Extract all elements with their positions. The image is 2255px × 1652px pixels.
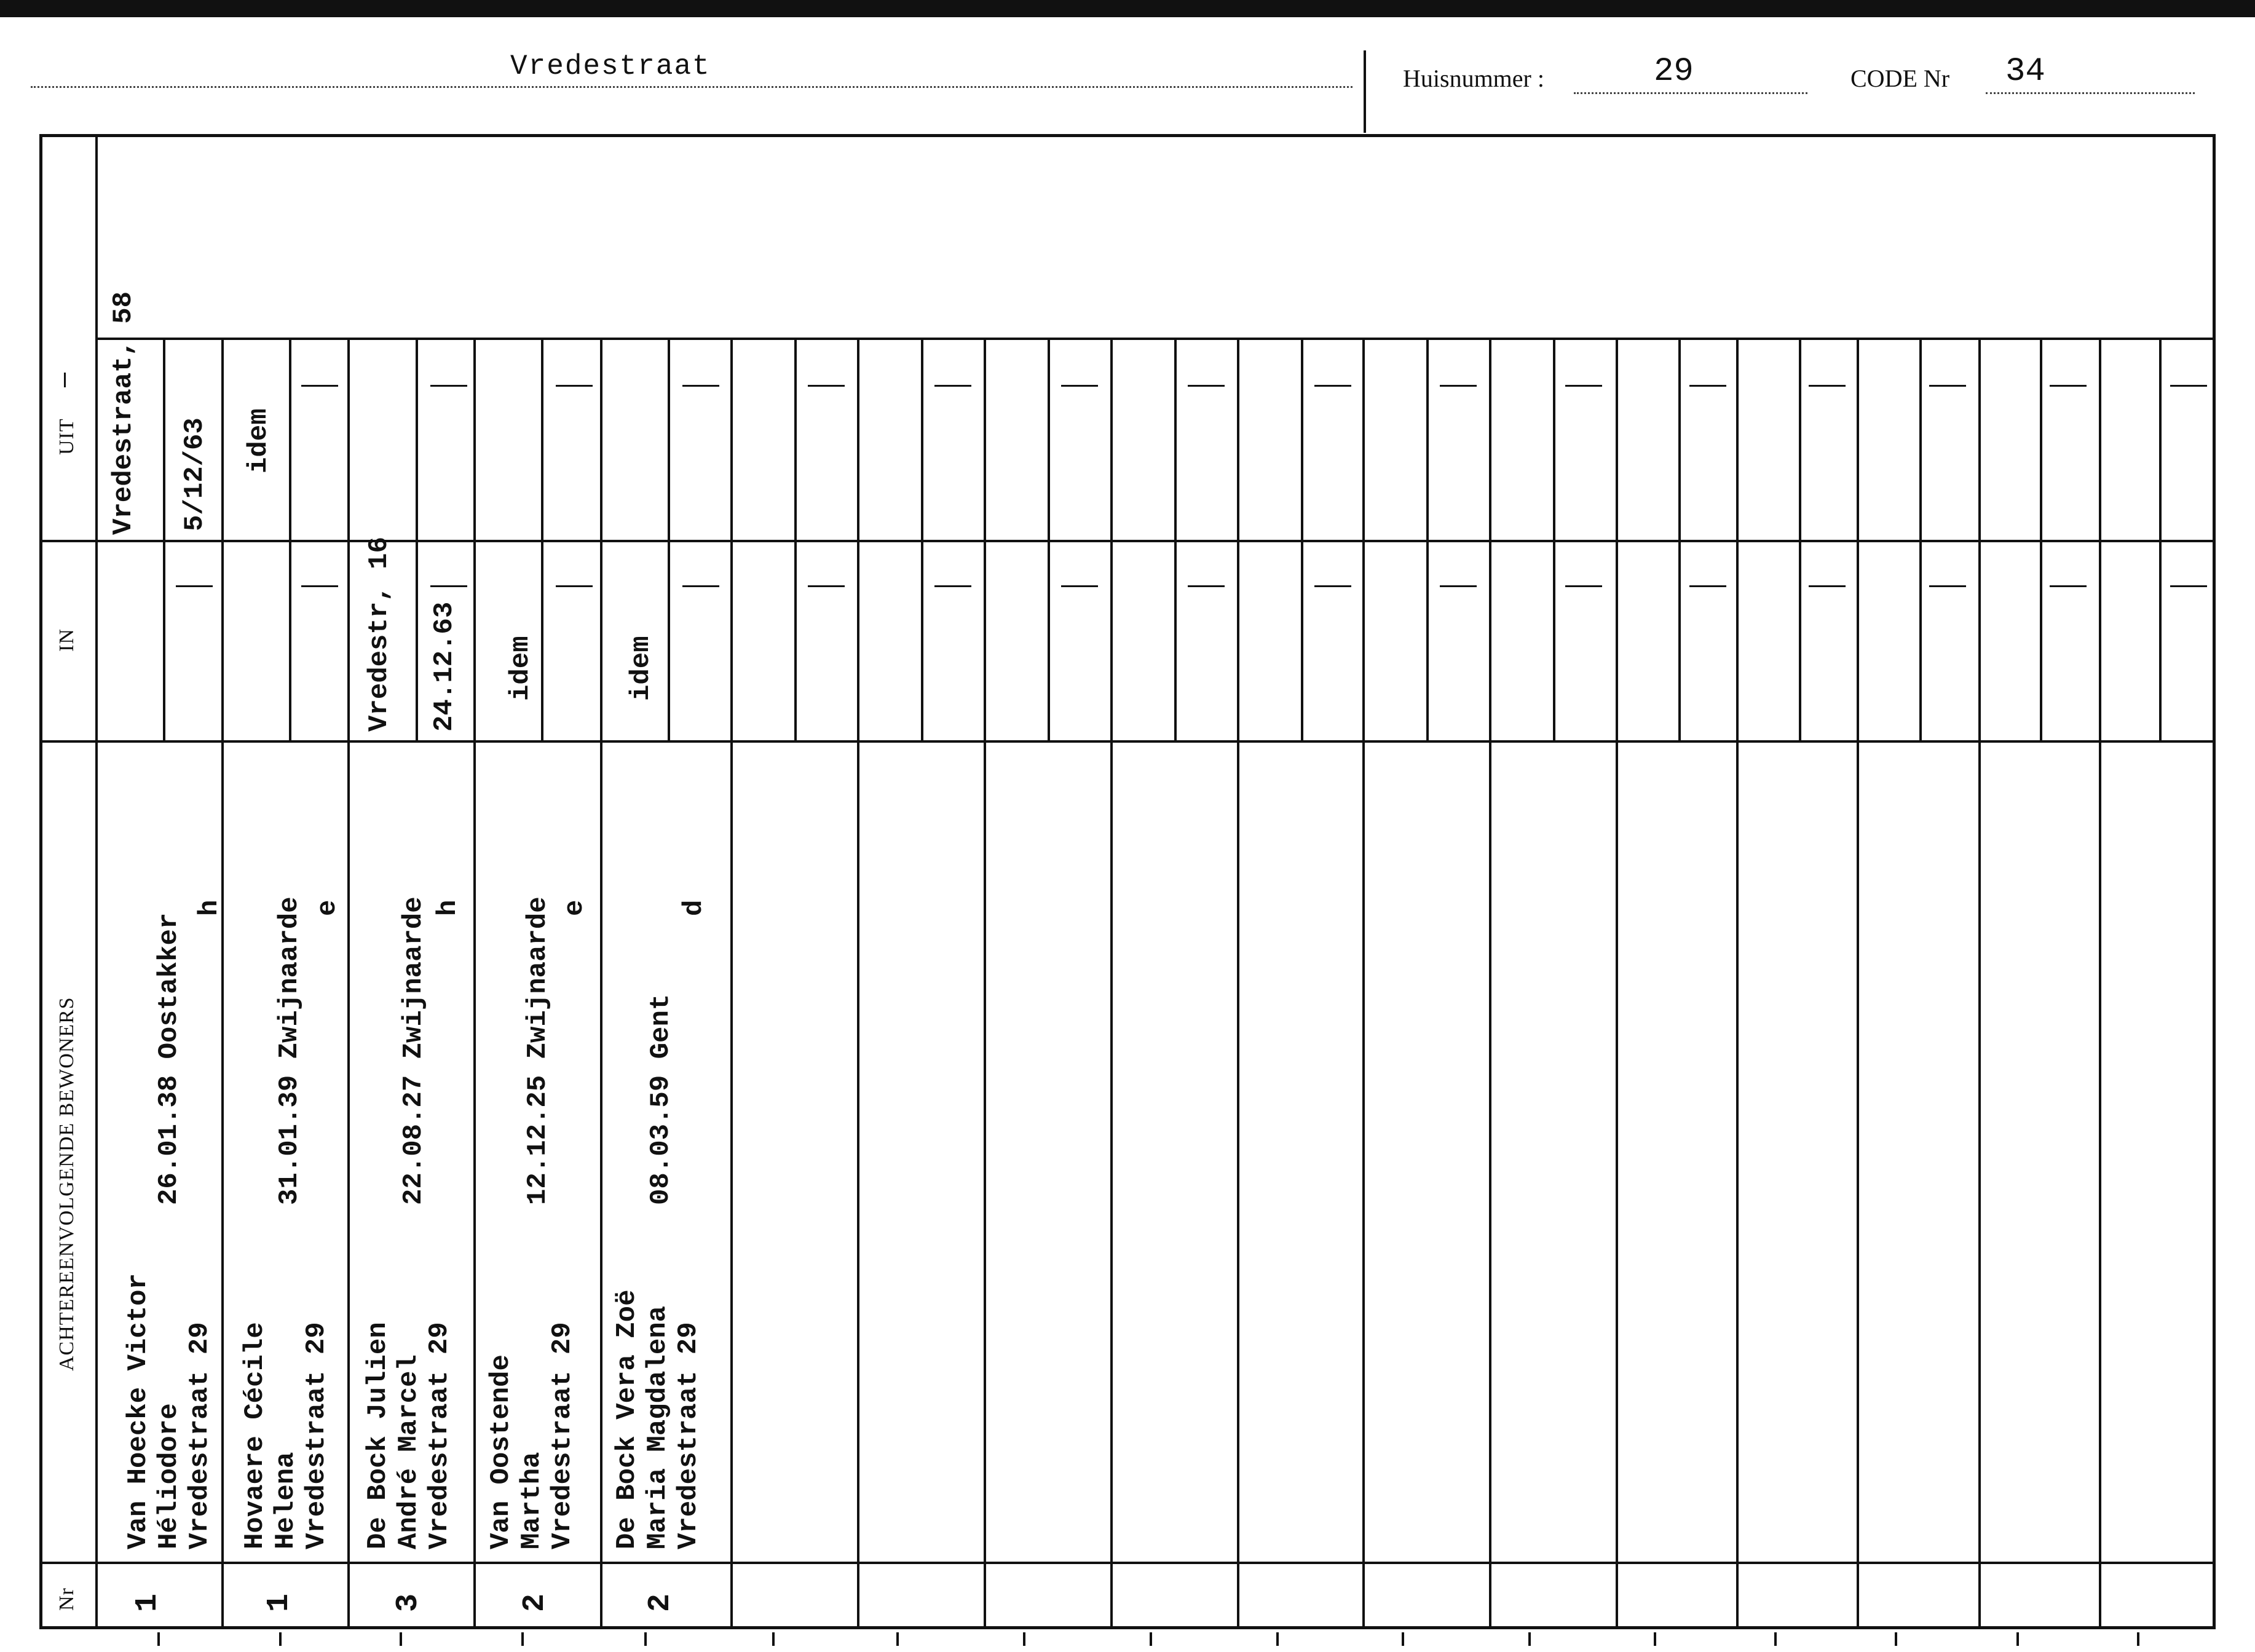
bottom-tick — [772, 1632, 775, 1646]
resident-name: Héliodore — [154, 1403, 184, 1549]
col-divider-8 — [1110, 338, 1113, 1629]
col-divider-6 — [857, 338, 859, 1629]
sub-divider-7 — [921, 338, 923, 740]
empty-cell-dash — [808, 585, 845, 587]
empty-cell-dash — [2050, 585, 2087, 587]
huisnummer-dotline — [1574, 92, 1807, 94]
bottom-tick — [1895, 1632, 1897, 1646]
col-divider-9 — [1237, 338, 1239, 1629]
huisnummer-label: Huisnummer : — [1403, 65, 1544, 92]
empty-cell-dash — [301, 385, 338, 387]
sub-divider-4 — [541, 338, 543, 740]
label-column-divider — [95, 134, 98, 1629]
empty-cell-dash — [1689, 585, 1726, 587]
uit-date: 5/12/63 — [180, 417, 210, 531]
col-divider-4 — [600, 338, 602, 1629]
col-divider-13 — [1736, 338, 1739, 1629]
uit-place: Vredestraat, 58 — [108, 291, 139, 535]
resident-address: Vredestraat 29 — [547, 1322, 578, 1549]
empty-cell-dash — [682, 585, 719, 587]
resident-name: Martha — [516, 1452, 547, 1549]
empty-cell-dash — [301, 585, 338, 587]
sub-divider-5 — [668, 338, 670, 740]
empty-cell-dash — [556, 585, 593, 587]
resident-name: Hovaere Cécile — [240, 1322, 271, 1549]
code-label: CODE Nr — [1850, 65, 1950, 92]
sub-divider-12 — [1553, 338, 1555, 740]
birth-info: 26.01.38 Oostakker — [154, 912, 184, 1205]
resident-name: André Marcel — [393, 1354, 424, 1549]
resident-nr: 2 — [643, 1593, 678, 1612]
resident-name: De Bock Vera Zoë — [612, 1289, 642, 1549]
resident-address: Vredestraat 29 — [184, 1322, 215, 1549]
empty-cell-dash — [176, 585, 213, 587]
bottom-tick — [279, 1632, 282, 1646]
sub-divider-6 — [794, 338, 797, 740]
sub-divider-1 — [163, 338, 165, 740]
bottom-tick — [1150, 1632, 1152, 1646]
col-divider-5 — [730, 338, 733, 1629]
empty-cell-dash — [1314, 585, 1351, 587]
street-dotline — [31, 86, 1353, 88]
empty-cell-dash — [1188, 385, 1225, 387]
resident-nr: 1 — [262, 1593, 297, 1612]
resident-nr: 3 — [391, 1593, 426, 1612]
col-divider-14 — [1857, 338, 1859, 1629]
resident-marker: h — [194, 899, 225, 916]
band-line-in-bewoners — [39, 740, 2216, 743]
birth-info: 12.12.25 Zwijnaarde — [523, 896, 553, 1205]
uit-place: idem — [243, 408, 274, 473]
col-divider-10 — [1362, 338, 1365, 1629]
empty-cell-dash — [808, 385, 845, 387]
resident-nr: 1 — [130, 1593, 165, 1612]
empty-cell-dash — [934, 585, 971, 587]
col-divider-2 — [347, 338, 350, 1629]
sub-divider-13 — [1678, 338, 1681, 740]
bottom-tick — [2137, 1632, 2139, 1646]
resident-name: Helena — [271, 1452, 301, 1549]
resident-marker: e — [312, 899, 343, 916]
empty-cell-dash — [2170, 585, 2207, 587]
in-place: idem — [505, 636, 536, 701]
col-divider-7 — [984, 338, 986, 1629]
empty-cell-dash — [2050, 385, 2087, 387]
resident-name: Maria Magdalena — [642, 1305, 673, 1549]
birth-info: 22.08.27 Zwijnaarde — [398, 896, 429, 1205]
header-divider — [1364, 50, 1366, 133]
empty-cell-dash — [1809, 585, 1846, 587]
sub-divider-2 — [289, 338, 291, 740]
resident-marker: e — [559, 899, 590, 916]
resident-marker: d — [679, 899, 709, 916]
col-divider-16 — [2099, 338, 2101, 1629]
sub-divider-10 — [1301, 338, 1303, 740]
resident-nr: 2 — [518, 1593, 553, 1612]
top-border — [0, 0, 2255, 17]
label-uit-dash — [64, 373, 66, 387]
bottom-tick — [1528, 1632, 1531, 1646]
empty-cell-dash — [1061, 385, 1098, 387]
col-divider-12 — [1616, 338, 1618, 1629]
label-in: IN — [55, 628, 78, 652]
resident-marker: h — [433, 899, 464, 916]
bottom-tick — [644, 1632, 647, 1646]
col-divider-11 — [1489, 338, 1491, 1629]
sub-divider-9 — [1174, 338, 1177, 740]
empty-cell-dash — [1565, 585, 1602, 587]
label-bewoners: ACHTEREENVOLGENDE BEWONERS — [55, 997, 78, 1371]
huisnummer-value: 29 — [1654, 53, 1694, 90]
sub-divider-17 — [2159, 338, 2162, 740]
empty-cell-dash — [1689, 385, 1726, 387]
resident-address: Vredestraat 29 — [301, 1322, 332, 1549]
bottom-tick — [400, 1632, 402, 1646]
empty-cell-dash — [1061, 585, 1098, 587]
bottom-tick — [896, 1632, 899, 1646]
label-uit: UIT — [55, 418, 78, 455]
col-divider-3 — [473, 338, 476, 1629]
resident-name: Van Oostende — [486, 1354, 516, 1549]
bottom-tick — [1774, 1632, 1777, 1646]
empty-cell-dash — [1188, 585, 1225, 587]
code-dotline — [1986, 92, 2195, 94]
empty-cell-dash — [556, 385, 593, 387]
street-name: Vredestraat — [510, 50, 711, 82]
sub-divider-14 — [1799, 338, 1801, 740]
in-place: Vredestr, 16 — [364, 537, 395, 732]
empty-cell-dash — [1929, 385, 1966, 387]
bottom-tick — [2016, 1632, 2019, 1646]
in-date: 24.12.63 — [429, 601, 460, 732]
sub-divider-3 — [416, 338, 418, 740]
col-divider-1 — [221, 338, 224, 1629]
sub-divider-8 — [1048, 338, 1050, 740]
birth-info: 31.01.39 Zwijnaarde — [274, 896, 305, 1205]
bottom-tick — [1276, 1632, 1279, 1646]
in-place: idem — [626, 636, 657, 701]
band-line-bewoners-nr — [39, 1562, 2216, 1564]
empty-cell-dash — [1440, 385, 1477, 387]
empty-cell-dash — [1440, 585, 1477, 587]
empty-cell-dash — [1565, 385, 1602, 387]
resident-name: Van Hoecke Victor — [123, 1273, 154, 1549]
col-divider-15 — [1978, 338, 1981, 1629]
empty-cell-dash — [1929, 585, 1966, 587]
bottom-tick — [1654, 1632, 1656, 1646]
sub-divider-15 — [1919, 338, 1922, 740]
empty-cell-dash — [2170, 385, 2207, 387]
bottom-tick — [521, 1632, 524, 1646]
code-value: 34 — [2005, 53, 2045, 90]
bottom-tick — [1023, 1632, 1025, 1646]
sub-divider-11 — [1426, 338, 1429, 740]
empty-cell-dash — [430, 585, 467, 587]
resident-name: De Bock Julien — [363, 1322, 393, 1549]
bottom-tick — [1402, 1632, 1404, 1646]
empty-cell-dash — [1314, 385, 1351, 387]
bottom-tick — [157, 1632, 160, 1646]
empty-cell-dash — [1809, 385, 1846, 387]
birth-info: 08.03.59 Gent — [646, 994, 676, 1205]
empty-cell-dash — [934, 385, 971, 387]
empty-cell-dash — [682, 385, 719, 387]
label-nr: Nr — [55, 1587, 78, 1611]
resident-address: Vredestraat 29 — [424, 1322, 455, 1549]
band-line-uit-top — [95, 338, 2216, 340]
empty-cell-dash — [430, 385, 467, 387]
sub-divider-16 — [2040, 338, 2042, 740]
resident-address: Vredestraat 29 — [673, 1322, 704, 1549]
